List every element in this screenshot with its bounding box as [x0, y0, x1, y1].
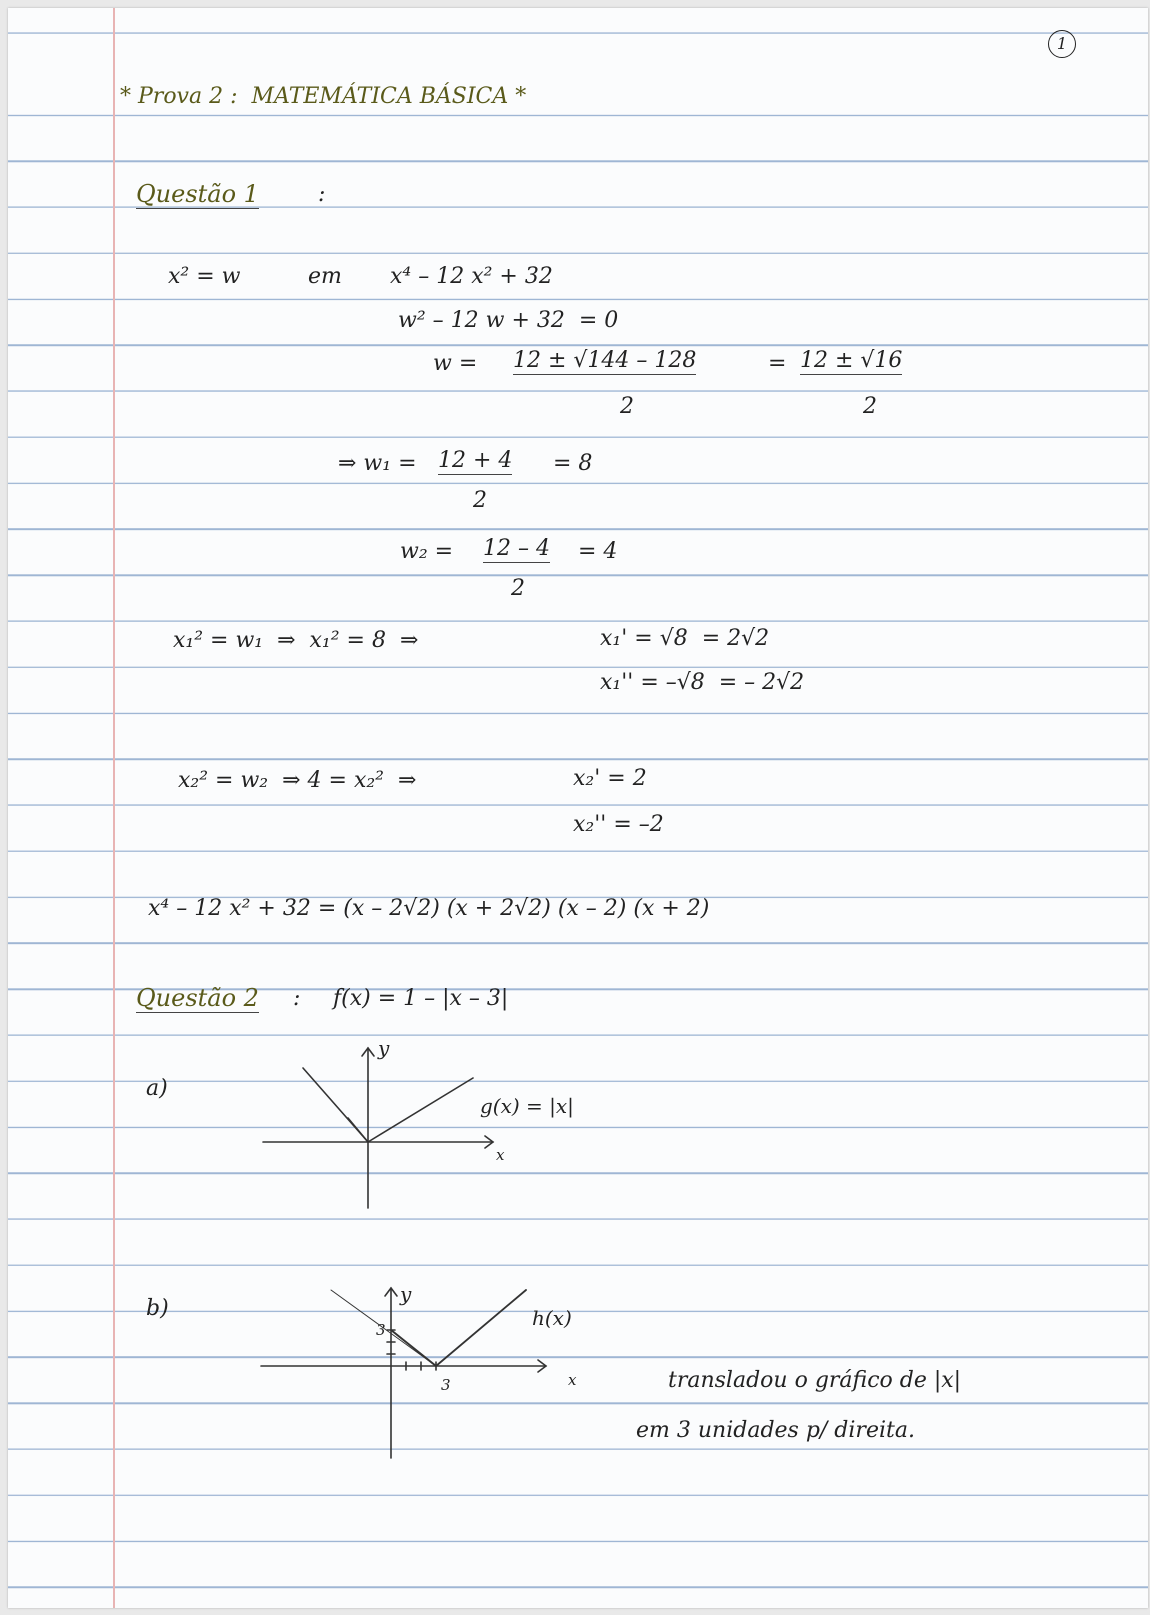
abs-left-branch-retrace	[348, 1118, 368, 1142]
bhaskara-numerator: 12 ± √144 – 128	[513, 348, 697, 373]
x1-derivation: x₁² = w₁ ⇒ x₁² = 8 ⇒	[173, 628, 419, 653]
part-a-label: a)	[146, 1076, 168, 1101]
margin-line	[113, 8, 115, 1608]
bhaskara-lhs: w =	[433, 351, 478, 376]
w2-denominator: 2	[511, 576, 525, 601]
w1-numerator: 12 + 4	[438, 448, 513, 473]
factored-form: x⁴ – 12 x² + 32 = (x – 2√2) (x + 2√2) (x – 2) (x + 2)	[148, 896, 710, 921]
translation-note-line-1: transladou o gráfico de |x|	[668, 1368, 962, 1393]
graph-b-x-label: x	[568, 1371, 577, 1389]
notebook-page	[8, 8, 1148, 1608]
original-polynomial: x⁴ – 12 x² + 32	[390, 264, 553, 289]
graph-abs-x	[253, 1038, 513, 1228]
w2-numerator: 12 – 4	[483, 536, 550, 561]
x1-root-positive: x₁' = √8 = 2√2	[600, 626, 770, 651]
x2-root-negative: x₂'' = –2	[573, 812, 664, 837]
w2-lhs: w₂ =	[400, 539, 454, 564]
translation-note-line-2: em 3 unidades p/ direita.	[636, 1418, 915, 1443]
w1-lhs: ⇒ w₁ =	[338, 451, 417, 476]
x1-root-negative: x₁'' = –√8 = – 2√2	[600, 670, 805, 695]
bhaskara-denominator: 2	[620, 394, 634, 419]
x2-root-positive: x₂' = 2	[573, 766, 647, 791]
substitution: x² = w	[168, 264, 241, 289]
graph-abs-x-minus-3	[256, 1298, 566, 1468]
h-right-branch	[436, 1290, 526, 1366]
bhaskara-equals: =	[768, 351, 787, 376]
graph-a-y-label: y	[378, 1036, 390, 1060]
w2-result: = 4	[578, 539, 618, 564]
question-2-colon: :	[293, 986, 301, 1011]
bhaskara-numerator-2: 12 ± √16	[800, 348, 903, 373]
graph-b-y-intercept-label: 3	[376, 1321, 386, 1339]
graph-a-curve-label: g(x) = |x|	[480, 1094, 574, 1118]
abs-right-branch	[368, 1078, 473, 1142]
part-b-label: b)	[146, 1296, 169, 1321]
question-1-colon: :	[318, 182, 326, 207]
page-title: * Prova 2 : MATEMÁTICA BÁSICA *	[120, 84, 527, 109]
graph-b-curve-label: h(x)	[532, 1306, 572, 1330]
graph-b-vertex-label: 3	[441, 1376, 451, 1394]
w1-result: = 8	[553, 451, 593, 476]
quadratic-in-w: w² – 12 w + 32 = 0	[398, 308, 619, 333]
graph-a-x-label: x	[496, 1146, 505, 1164]
x2-derivation: x₂² = w₂ ⇒ 4 = x₂² ⇒	[178, 768, 417, 793]
graph-b-y-label: y	[400, 1282, 412, 1306]
h-left-branch	[391, 1330, 436, 1366]
page-number: 1	[1048, 30, 1076, 58]
question-1-heading: Questão 1	[136, 180, 259, 208]
w1-denominator: 2	[473, 488, 487, 513]
bhaskara-denominator-2: 2	[863, 394, 877, 419]
function-definition: f(x) = 1 – |x – 3|	[333, 986, 509, 1011]
word-em: em	[308, 264, 342, 289]
question-2-heading: Questão 2	[136, 984, 259, 1012]
